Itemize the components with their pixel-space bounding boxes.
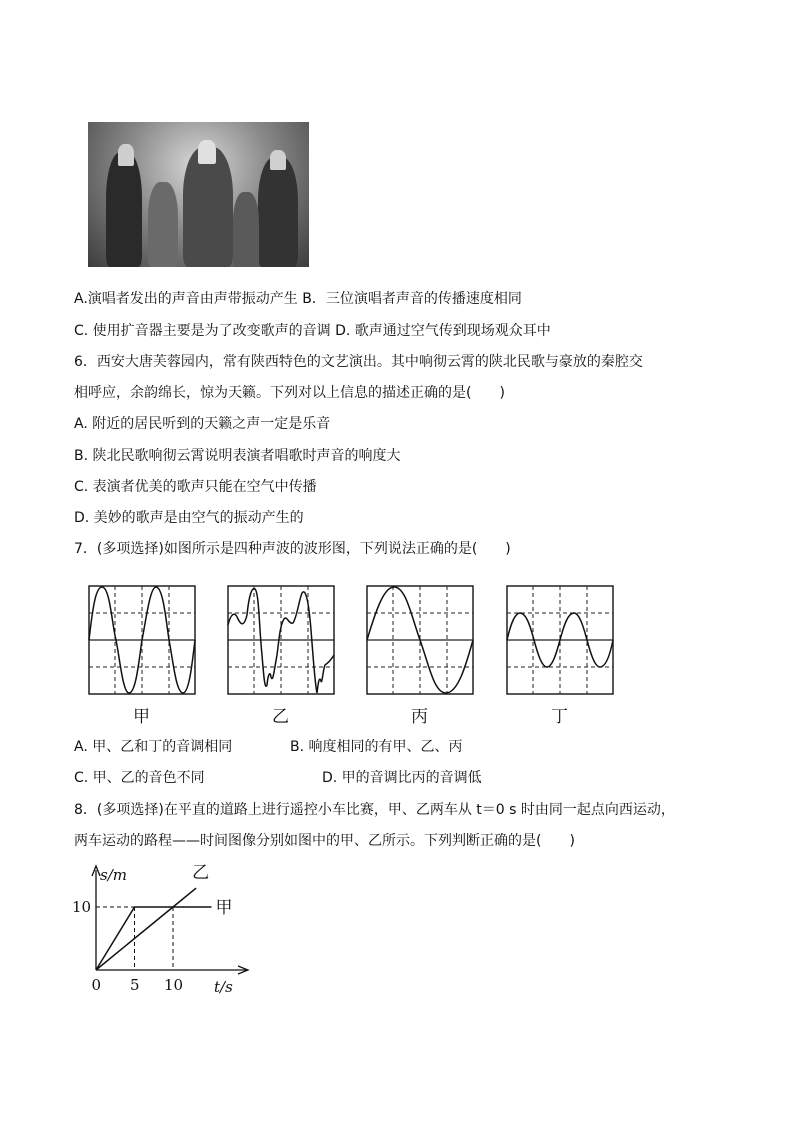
q5-option-line-1: A.演唱者发出的声音由声带振动产生 B．三位演唱者声音的传播速度相同 [74, 291, 522, 307]
y-tick-10: 10 [72, 898, 92, 916]
q5-option-line-2: C. 使用扩音器主要是为了改变歌声的音调 D. 歌声通过空气传到现场观众耳中 [74, 323, 551, 339]
distance-time-graph [68, 862, 258, 1002]
q7-option-c: C. 甲、乙的音色不同 [74, 770, 205, 786]
series-label-yi: 乙 [192, 863, 210, 884]
performers-photo [88, 122, 309, 267]
q6-stem-line-1: 6．西安大唐芙蓉园内，常有陕西特色的文艺演出。其中响彻云霄的陕北民歌与豪放的秦腔交 [74, 354, 643, 370]
waveform-label-bing: 丙 [411, 707, 428, 727]
waveform-label-ding: 丁 [551, 707, 568, 727]
x-axis-label: t/s [214, 978, 233, 996]
x-tick-10: 10 [164, 976, 184, 994]
q7-option-a: A. 甲、乙和丁的音调相同 [74, 739, 233, 755]
q7-option-b: B. 响度相同的有甲、乙、丙 [290, 739, 463, 755]
q6-option-b: B. 陕北民歌响彻云霄说明表演者唱歌时声音的响度大 [74, 448, 401, 464]
series-line-yi [96, 888, 196, 970]
q8-stem-line-2: 两车运动的路程——时间图像分别如图中的甲、乙所示。下列判断正确的是( ) [74, 833, 575, 849]
x-tick-0: 0 [91, 976, 102, 994]
q6-stem-line-2: 相呼应，余韵绵长，惊为天籁。下列对以上信息的描述正确的是( ) [74, 385, 505, 401]
waveform-bing [366, 585, 474, 695]
q8-stem-line-1: 8．(多项选择)在平直的道路上进行遥控小车比赛，甲、乙两车从 t＝0 s 时由同一起点向西运动， [74, 802, 675, 818]
series-label-jia: 甲 [215, 898, 233, 918]
waveform-jia [88, 585, 196, 695]
waveform-ding [506, 585, 614, 695]
waveform-label-yi: 乙 [272, 707, 289, 727]
x-tick-5: 5 [130, 976, 140, 994]
q6-option-a: A. 附近的居民听到的天籁之声一定是乐音 [74, 416, 331, 432]
waveform-yi [227, 585, 335, 695]
q6-option-c: C. 表演者优美的歌声只能在空气中传播 [74, 479, 317, 495]
y-axis-label: s/m [100, 866, 127, 884]
q6-option-d: D. 美妙的歌声是由空气的振动产生的 [74, 510, 304, 526]
series-line-jia [96, 907, 212, 970]
q7-stem: 7．(多项选择)如图所示是四种声波的波形图，下列说法正确的是( ) [74, 541, 511, 557]
q7-option-d: D. 甲的音调比丙的音调低 [322, 770, 482, 786]
waveform-label-jia: 甲 [133, 707, 150, 727]
